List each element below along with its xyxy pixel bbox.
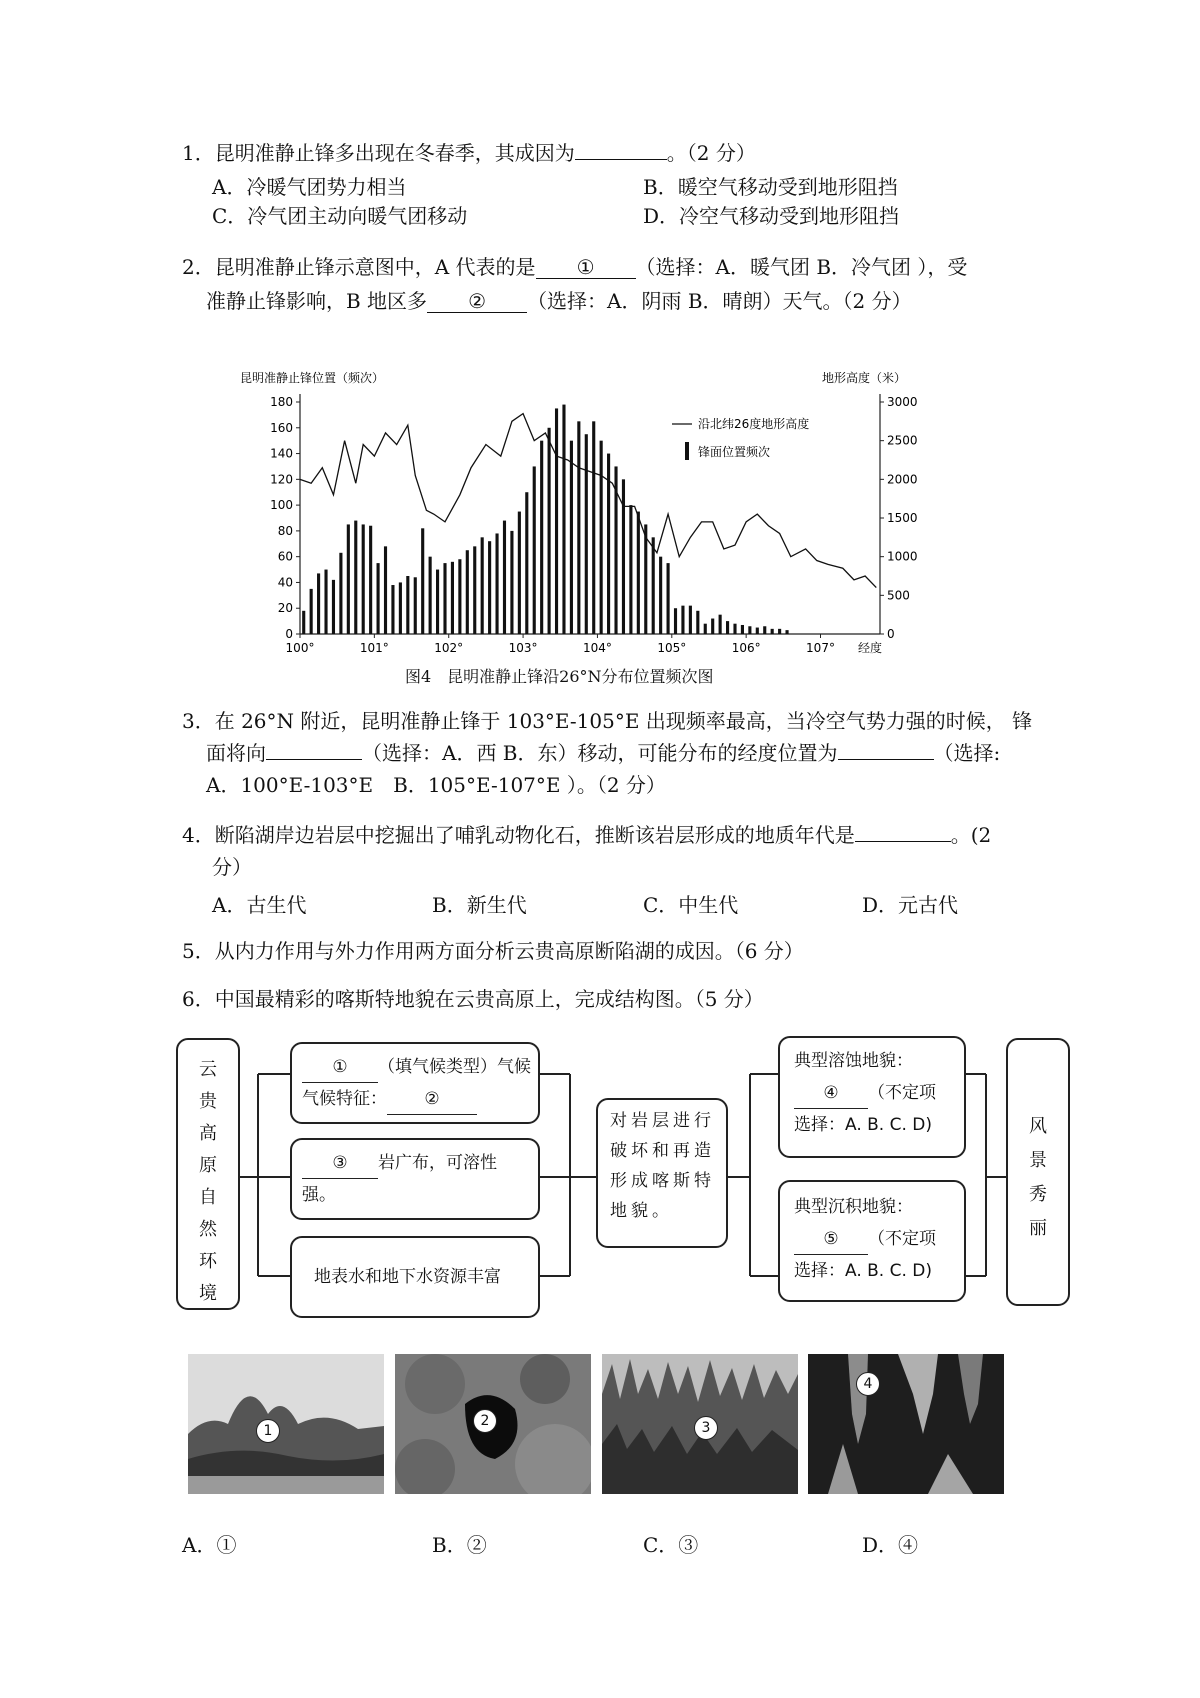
frequency-bar: [347, 524, 350, 634]
photo-option-b[interactable]: B．②: [432, 1533, 487, 1557]
frequency-bar: [562, 405, 565, 634]
frequency-bar: [421, 528, 424, 634]
right-tick-label: 500: [887, 588, 910, 603]
diagram-erosion-box: 典型溶蚀地貌： ④ （不定项 选择：A. B. C. D): [778, 1036, 966, 1158]
frequency-bar: [503, 521, 506, 634]
q4-option-d[interactable]: D．元古代: [862, 893, 959, 917]
frequency-bar: [778, 629, 781, 634]
q1-option-c[interactable]: C．冷气团主动向暖气团移动: [212, 204, 468, 228]
frequency-bar: [548, 428, 551, 634]
frequency-bar: [414, 577, 417, 634]
frequency-bar: [317, 573, 320, 634]
climate-feature-blank[interactable]: ②: [387, 1084, 477, 1115]
q2-blank-2[interactable]: ②: [427, 290, 527, 313]
rock-type-blank[interactable]: ③: [302, 1148, 378, 1179]
frequency-bar: [458, 559, 461, 634]
x-tick-label: 106°: [731, 641, 761, 655]
q6-text: 6．中国最精彩的喀斯特地貌在云贵高原上，完成结构图。（5 分）: [182, 987, 764, 1011]
frequency-bar: [667, 563, 670, 634]
q1-option-d[interactable]: D．冷空气移动受到地形阻挡: [643, 204, 900, 228]
photo-karst-peaks[interactable]: [188, 1354, 384, 1494]
x-tick-label: 105°: [657, 641, 687, 655]
frequency-bar: [495, 533, 498, 634]
frequency-bar: [629, 505, 632, 634]
frequency-bar: [324, 570, 327, 634]
photo-3-label: 3: [694, 1416, 718, 1440]
frequency-bar: [518, 512, 521, 634]
left-tick-label: 0: [285, 627, 293, 641]
q1-stem: 1．昆明准静止锋多出现在冬春季，其成因为 。（2 分）: [182, 141, 756, 165]
right-tick-label: 2000: [887, 472, 918, 487]
left-tick-label: 180: [270, 395, 293, 409]
left-tick-label: 100: [270, 498, 293, 513]
left-axis-title: 昆明准静止锋位置（频次）: [240, 371, 385, 385]
frequency-bar: [377, 563, 380, 634]
frequency-bar: [763, 626, 766, 634]
frequency-bar: [570, 441, 573, 634]
frequency-bar: [622, 479, 625, 634]
frequency-bar: [748, 626, 751, 634]
q4-line2: 分）: [212, 855, 252, 879]
q4-blank[interactable]: [855, 841, 951, 842]
frequency-bar: [533, 466, 536, 634]
frequency-bar: [726, 621, 729, 634]
frequency-bar: [785, 630, 788, 634]
frequency-bar: [577, 421, 580, 634]
photo-option-d[interactable]: D．④: [862, 1533, 919, 1557]
frequency-bar: [600, 441, 603, 634]
diagram-rock-box: ③ 岩广布，可溶性 强。: [290, 1138, 540, 1220]
frequency-bar: [406, 576, 409, 634]
x-axis-title: 经度: [857, 641, 883, 655]
x-tick-label: 104°: [582, 641, 612, 655]
right-tick-label: 3000: [887, 395, 918, 409]
frequency-bar: [525, 492, 528, 634]
q4-option-a[interactable]: A．古生代: [212, 893, 307, 917]
frequency-bar: [354, 521, 357, 634]
frequency-bar: [429, 557, 432, 634]
left-tick-label: 140: [270, 446, 293, 461]
frequency-bar: [473, 546, 476, 634]
frequency-bar: [585, 434, 588, 634]
q5-text: 5．从内力作用与外力作用两方面分析云贵高原断陷湖的成因。（6 分）: [182, 939, 804, 963]
right-tick-label: 0: [887, 627, 895, 641]
diagram-climate-box: ① （填气候类型）气候 气候特征： ②: [290, 1042, 540, 1124]
deposition-landform-blank[interactable]: ⑤: [794, 1224, 868, 1255]
q3-line2: 面将向 （选择：A．西 B．东）移动，可能分布的经度位置为 （选择:: [206, 741, 1001, 765]
q3-blank-2[interactable]: [838, 759, 934, 760]
frequency-bar: [436, 570, 439, 634]
frequency-bar: [711, 619, 714, 634]
left-tick-label: 60: [277, 549, 293, 564]
legend-line-label: 沿北纬26度地形高度: [698, 417, 810, 431]
x-tick-label: 103°: [508, 641, 538, 655]
photo-4-label: 4: [856, 1372, 880, 1396]
frequency-bar: [443, 563, 446, 634]
diagram-right-box: [1006, 1038, 1070, 1306]
frequency-bar: [369, 526, 372, 634]
frequency-bar: [332, 580, 335, 634]
frequency-bar: [696, 611, 699, 634]
frequency-bar: [704, 624, 707, 634]
frequency-bar: [481, 537, 484, 634]
left-tick-label: 160: [270, 420, 293, 435]
q1-option-a[interactable]: A．冷暖气团势力相当: [212, 175, 407, 199]
left-tick-label: 80: [277, 523, 293, 538]
frequency-bar: [681, 606, 684, 634]
frequency-bar: [741, 625, 744, 634]
chart-caption: 图4 昆明准静止锋沿26°N分布位置频次图: [405, 667, 714, 686]
frequency-bar: [771, 629, 774, 634]
diagram-right-text: 风景秀丽: [1029, 1116, 1047, 1239]
frequency-bar: [488, 541, 491, 634]
diagram-deposition-box: 典型沉积地貌： ⑤ （不定项 选择：A. B. C. D): [778, 1180, 966, 1302]
x-tick-label: 100°: [285, 641, 315, 655]
frequency-bar: [652, 537, 655, 634]
photo-stone-forest[interactable]: [602, 1354, 798, 1494]
photo-sinkhole[interactable]: [395, 1354, 591, 1494]
q2-line1: 2．昆明准静止锋示意图中，A 代表的是 ① （选择：A．暖气团 B．冷气团 ），受: [182, 255, 968, 279]
q3-line1: 3．在 26°N 附近，昆明准静止锋于 103°E-105°E 出现频率最高，当冷空气势力强的时候， 锋: [182, 709, 1033, 733]
left-tick-label: 20: [277, 601, 293, 616]
right-axis-title: 地形高度（米）: [822, 371, 907, 385]
diagram-left-box: [176, 1038, 240, 1310]
q3-line3: A．100°E-103°E B．105°E-107°E ）。（2 分）: [206, 773, 666, 797]
q4-option-b[interactable]: B．新生代: [432, 893, 527, 917]
q2-line2: 准静止锋影响，B 地区多 ② （选择：A．阴雨 B．晴朗）天气。（2 分）: [206, 289, 912, 313]
diagram-center-box: 对岩层进行破坏和再造形成喀斯特地貌。: [596, 1098, 728, 1248]
frequency-bar: [339, 553, 342, 634]
q4-option-c[interactable]: C．中生代: [643, 893, 739, 917]
legend-bar-swatch: [685, 442, 689, 460]
x-tick-label: 101°: [359, 641, 389, 655]
frequency-bar: [540, 441, 543, 634]
frequency-bar: [733, 624, 736, 634]
frequency-bar: [451, 562, 454, 634]
front-frequency-chart: [240, 362, 940, 660]
q3-blank-1[interactable]: [266, 759, 362, 760]
q1-option-b[interactable]: B．暖空气移动受到地形阻挡: [643, 175, 898, 199]
q1-blank[interactable]: [575, 159, 667, 160]
left-tick-label: 40: [277, 575, 293, 590]
right-tick-label: 1500: [887, 511, 918, 525]
q4-line1: 4．断陷湖岸边岩层中挖掘出了哺乳动物化石，推断该岩层形成的地质年代是 。(2: [182, 823, 992, 847]
peak-landscape-icon: [188, 1354, 384, 1494]
erosion-landform-blank[interactable]: ④: [794, 1078, 868, 1109]
left-tick-label: 120: [270, 472, 293, 487]
right-tick-label: 1000: [887, 549, 918, 564]
photo-2-label: 2: [473, 1409, 497, 1433]
diagram-left-text: 云贵高原自然环境: [199, 1059, 217, 1304]
climate-type-blank[interactable]: ①: [302, 1052, 378, 1083]
x-tick-label: 102°: [434, 641, 464, 655]
photo-option-c[interactable]: C．③: [643, 1533, 699, 1557]
frequency-bar: [302, 611, 305, 634]
frequency-bar: [637, 512, 640, 634]
diagram-water-box: 地表水和地下水资源丰富: [290, 1236, 540, 1318]
frequency-bar: [592, 421, 595, 634]
frequency-bar: [310, 589, 313, 634]
cave-stalactite-icon: [808, 1354, 1004, 1494]
frequency-bar: [719, 615, 722, 634]
photo-option-a[interactable]: A．①: [182, 1533, 237, 1557]
right-tick-label: 2500: [887, 433, 918, 448]
frequency-bar: [384, 546, 387, 634]
frequency-bar: [689, 606, 692, 634]
frequency-bar: [510, 531, 513, 634]
frequency-bar: [466, 550, 469, 634]
frequency-bar: [555, 408, 558, 634]
legend-bar-label: 锋面位置频次: [698, 445, 771, 459]
frequency-bar: [362, 524, 365, 634]
frequency-bar: [756, 628, 759, 634]
photo-cave[interactable]: [808, 1354, 1004, 1494]
x-tick-label: 107°: [806, 641, 835, 655]
frequency-bar: [659, 557, 662, 634]
frequency-bar: [674, 608, 677, 634]
photo-1-label: 1: [256, 1419, 280, 1443]
frequency-bar: [391, 585, 394, 634]
frequency-bar: [644, 524, 647, 634]
q2-blank-1[interactable]: ①: [536, 256, 636, 279]
frequency-bar: [399, 582, 402, 634]
